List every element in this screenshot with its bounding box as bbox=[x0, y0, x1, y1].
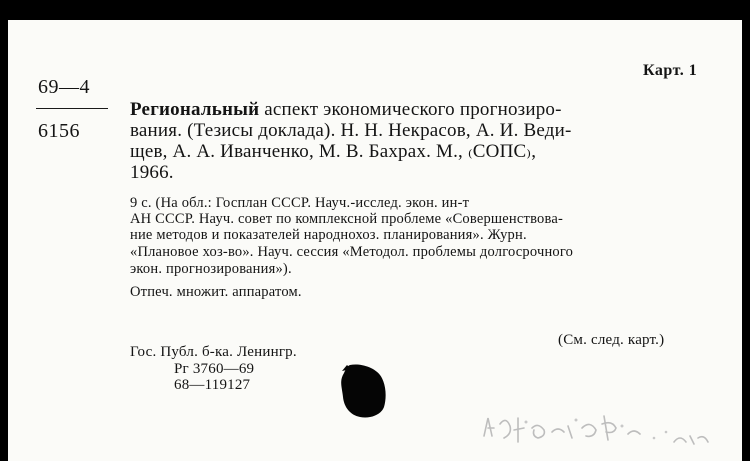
details-line: 9 с. (На обл.: Госплан СССР. Науч.-исслед. экон. ин-т bbox=[130, 195, 470, 211]
details-line: АН СССР. Науч. совет по комплексной проблеме «Совершенствова- bbox=[130, 211, 563, 227]
title-line-text: 1966. bbox=[130, 162, 174, 183]
details-line: экон. прогнозирования»). bbox=[130, 261, 292, 277]
library-name: Гос. Публ. б-ка. Ленингр. bbox=[130, 344, 297, 360]
shelf-code-top: 69—4 bbox=[38, 76, 90, 98]
details-line: Отпеч. множит. аппаратом. bbox=[130, 284, 302, 300]
shelf-code-divider bbox=[36, 108, 108, 109]
details-line: ние методов и показателей народнохоз. планирования». Журн. bbox=[130, 227, 527, 243]
card-number: 68—119127 bbox=[174, 377, 251, 393]
title-line bbox=[130, 121, 572, 141]
title-line bbox=[130, 142, 536, 162]
faded-handwritten-mark bbox=[478, 398, 718, 453]
title-line-text: вания. (Тезисы доклада). Н. Н. Некрасов, А. И. Веди- bbox=[130, 120, 572, 141]
title-line-text: щев, А. А. Иванченко, М. В. Бахрах. М., ₍СОПС₎, bbox=[130, 141, 537, 162]
title-line-text: аспект экономического прогнозиро- bbox=[259, 99, 562, 120]
ink-stamp-mark bbox=[340, 363, 388, 419]
shelf-code-bottom: 6156 bbox=[38, 120, 80, 142]
title-line bbox=[130, 100, 562, 120]
title-line bbox=[130, 163, 174, 183]
card-label: Карт. 1 bbox=[643, 62, 698, 79]
details-line: «Плановое хоз-во». Науч. сессия «Методол. проблемы долгосрочного bbox=[130, 244, 574, 260]
registry-code: Рг 3760—69 bbox=[174, 361, 255, 377]
title-lead-word: Региональный bbox=[130, 99, 260, 120]
catalog-card bbox=[8, 20, 742, 461]
continuation-note: (См. след. карт.) bbox=[558, 332, 665, 348]
